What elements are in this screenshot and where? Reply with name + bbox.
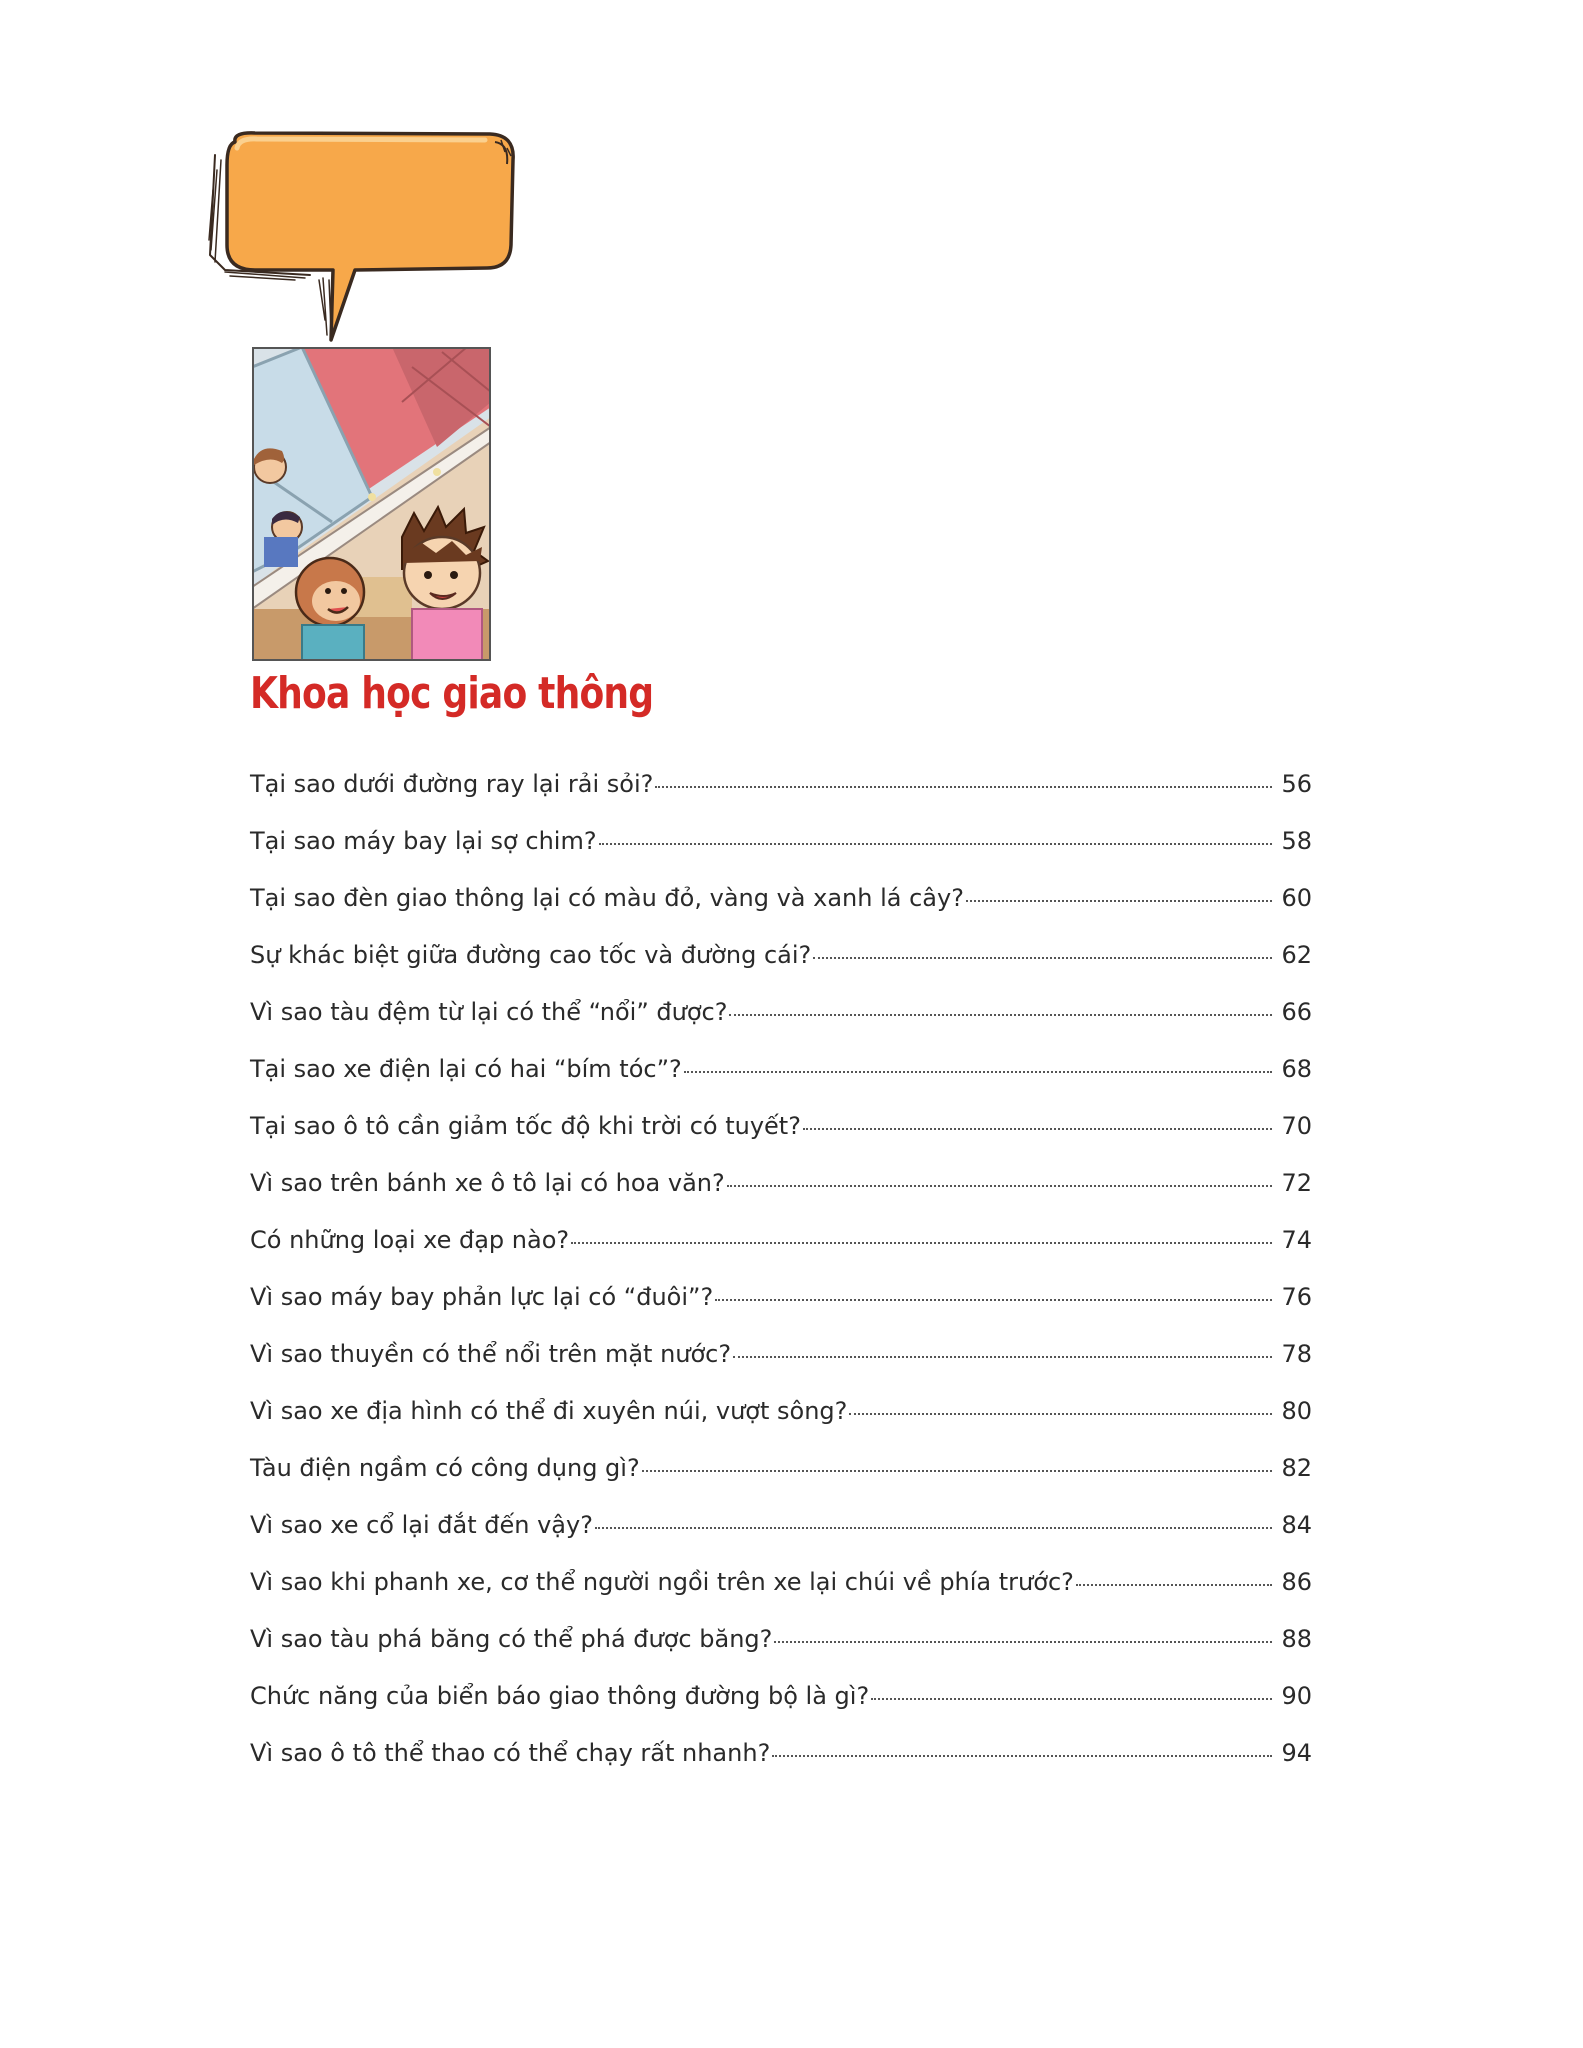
toc-leader-dots bbox=[571, 1242, 1272, 1244]
toc-leader-dots bbox=[599, 843, 1272, 845]
table-of-contents bbox=[250, 772, 1312, 1798]
toc-entry-page: 94 bbox=[1281, 1739, 1312, 1767]
toc-entry-page: 88 bbox=[1281, 1625, 1312, 1653]
toc-entry[interactable] bbox=[250, 1114, 1312, 1171]
toc-entry[interactable] bbox=[250, 1171, 1312, 1228]
toc-leader-dots bbox=[655, 786, 1272, 788]
toc-entry[interactable] bbox=[250, 1228, 1312, 1285]
comic-illustration bbox=[252, 347, 491, 661]
toc-entry[interactable] bbox=[250, 1513, 1312, 1570]
toc-leader-dots bbox=[684, 1071, 1272, 1073]
toc-leader-dots bbox=[871, 1698, 1272, 1700]
toc-entry-title: Tàu điện ngầm có công dụng gì? bbox=[250, 1454, 640, 1482]
toc-entry-title: Vì sao ô tô thể thao có thể chạy rất nhanh? bbox=[250, 1739, 771, 1767]
toc-entry-page: 72 bbox=[1281, 1169, 1312, 1197]
toc-leader-dots bbox=[715, 1299, 1272, 1301]
toc-entry-page: 80 bbox=[1281, 1397, 1312, 1425]
toc-entry-title: Tại sao dưới đường ray lại rải sỏi? bbox=[250, 770, 654, 798]
toc-leader-dots bbox=[803, 1128, 1272, 1130]
toc-leader-dots bbox=[727, 1185, 1272, 1187]
toc-entry-page: 82 bbox=[1281, 1454, 1312, 1482]
toc-entry[interactable] bbox=[250, 829, 1312, 886]
toc-entry-title: Tại sao ô tô cần giảm tốc độ khi trời có tuyết? bbox=[250, 1112, 801, 1140]
toc-entry-title: Chức năng của biển báo giao thông đường bộ là gì? bbox=[250, 1682, 870, 1710]
toc-entry-page: 70 bbox=[1281, 1112, 1312, 1140]
toc-entry-title: Vì sao khi phanh xe, cơ thể người ngồi trên xe lại chúi về phía trước? bbox=[250, 1568, 1074, 1596]
toc-entry-page: 56 bbox=[1281, 770, 1312, 798]
toc-entry-title: Vì sao máy bay phản lực lại có “đuôi”? bbox=[250, 1283, 714, 1311]
toc-entry[interactable] bbox=[250, 772, 1312, 829]
toc-leader-dots bbox=[772, 1755, 1272, 1757]
toc-entry[interactable] bbox=[250, 1000, 1312, 1057]
toc-entry-title: Tại sao xe điện lại có hai “bím tóc”? bbox=[250, 1055, 682, 1083]
toc-entry[interactable] bbox=[250, 1684, 1312, 1741]
toc-entry-title: Vì sao thuyền có thể nổi trên mặt nước? bbox=[250, 1340, 732, 1368]
toc-leader-dots bbox=[813, 957, 1272, 959]
toc-entry-title: Tại sao đèn giao thông lại có màu đỏ, vàng và xanh lá cây? bbox=[250, 884, 964, 912]
section-title: Khoa học giao thông bbox=[250, 668, 654, 719]
toc-leader-dots bbox=[774, 1641, 1272, 1643]
toc-entry-page: 78 bbox=[1281, 1340, 1312, 1368]
toc-leader-dots bbox=[642, 1470, 1272, 1472]
toc-entry-title: Vì sao trên bánh xe ô tô lại có hoa văn? bbox=[250, 1169, 725, 1197]
toc-leader-dots bbox=[733, 1356, 1272, 1358]
toc-entry-page: 66 bbox=[1281, 998, 1312, 1026]
toc-entry-title: Vì sao tàu đệm từ lại có thể “nổi” được? bbox=[250, 998, 728, 1026]
toc-entry[interactable] bbox=[250, 1057, 1312, 1114]
toc-entry-title: Tại sao máy bay lại sợ chim? bbox=[250, 827, 597, 855]
toc-leader-dots bbox=[849, 1413, 1272, 1415]
toc-entry-title: Vì sao tàu phá băng có thể phá được băng? bbox=[250, 1625, 773, 1653]
toc-entry[interactable] bbox=[250, 1570, 1312, 1627]
toc-entry[interactable] bbox=[250, 886, 1312, 943]
toc-entry[interactable] bbox=[250, 1456, 1312, 1513]
toc-entry-page: 76 bbox=[1281, 1283, 1312, 1311]
toc-entry-page: 60 bbox=[1281, 884, 1312, 912]
toc-entry[interactable] bbox=[250, 1342, 1312, 1399]
toc-entry[interactable] bbox=[250, 1285, 1312, 1342]
toc-leader-dots bbox=[595, 1527, 1272, 1529]
toc-entry-page: 84 bbox=[1281, 1511, 1312, 1539]
toc-leader-dots bbox=[1076, 1584, 1272, 1586]
toc-entry-page: 68 bbox=[1281, 1055, 1312, 1083]
toc-entry-title: Sự khác biệt giữa đường cao tốc và đường cái? bbox=[250, 941, 812, 969]
toc-entry-title: Vì sao xe cổ lại đắt đến vậy? bbox=[250, 1511, 593, 1539]
toc-entry-title: Có những loại xe đạp nào? bbox=[250, 1226, 570, 1254]
toc-leader-dots bbox=[729, 1014, 1272, 1016]
toc-entry-page: 74 bbox=[1281, 1226, 1312, 1254]
speech-bubble-icon bbox=[205, 130, 520, 345]
toc-entry[interactable] bbox=[250, 943, 1312, 1000]
toc-leader-dots bbox=[966, 900, 1272, 902]
toc-entry-page: 62 bbox=[1281, 941, 1312, 969]
toc-entry[interactable] bbox=[250, 1627, 1312, 1684]
toc-entry-title: Vì sao xe địa hình có thể đi xuyên núi, vượt sông? bbox=[250, 1397, 848, 1425]
toc-entry[interactable] bbox=[250, 1399, 1312, 1456]
toc-entry-page: 58 bbox=[1281, 827, 1312, 855]
toc-entry-page: 86 bbox=[1281, 1568, 1312, 1596]
toc-entry-page: 90 bbox=[1281, 1682, 1312, 1710]
toc-entry[interactable] bbox=[250, 1741, 1312, 1798]
